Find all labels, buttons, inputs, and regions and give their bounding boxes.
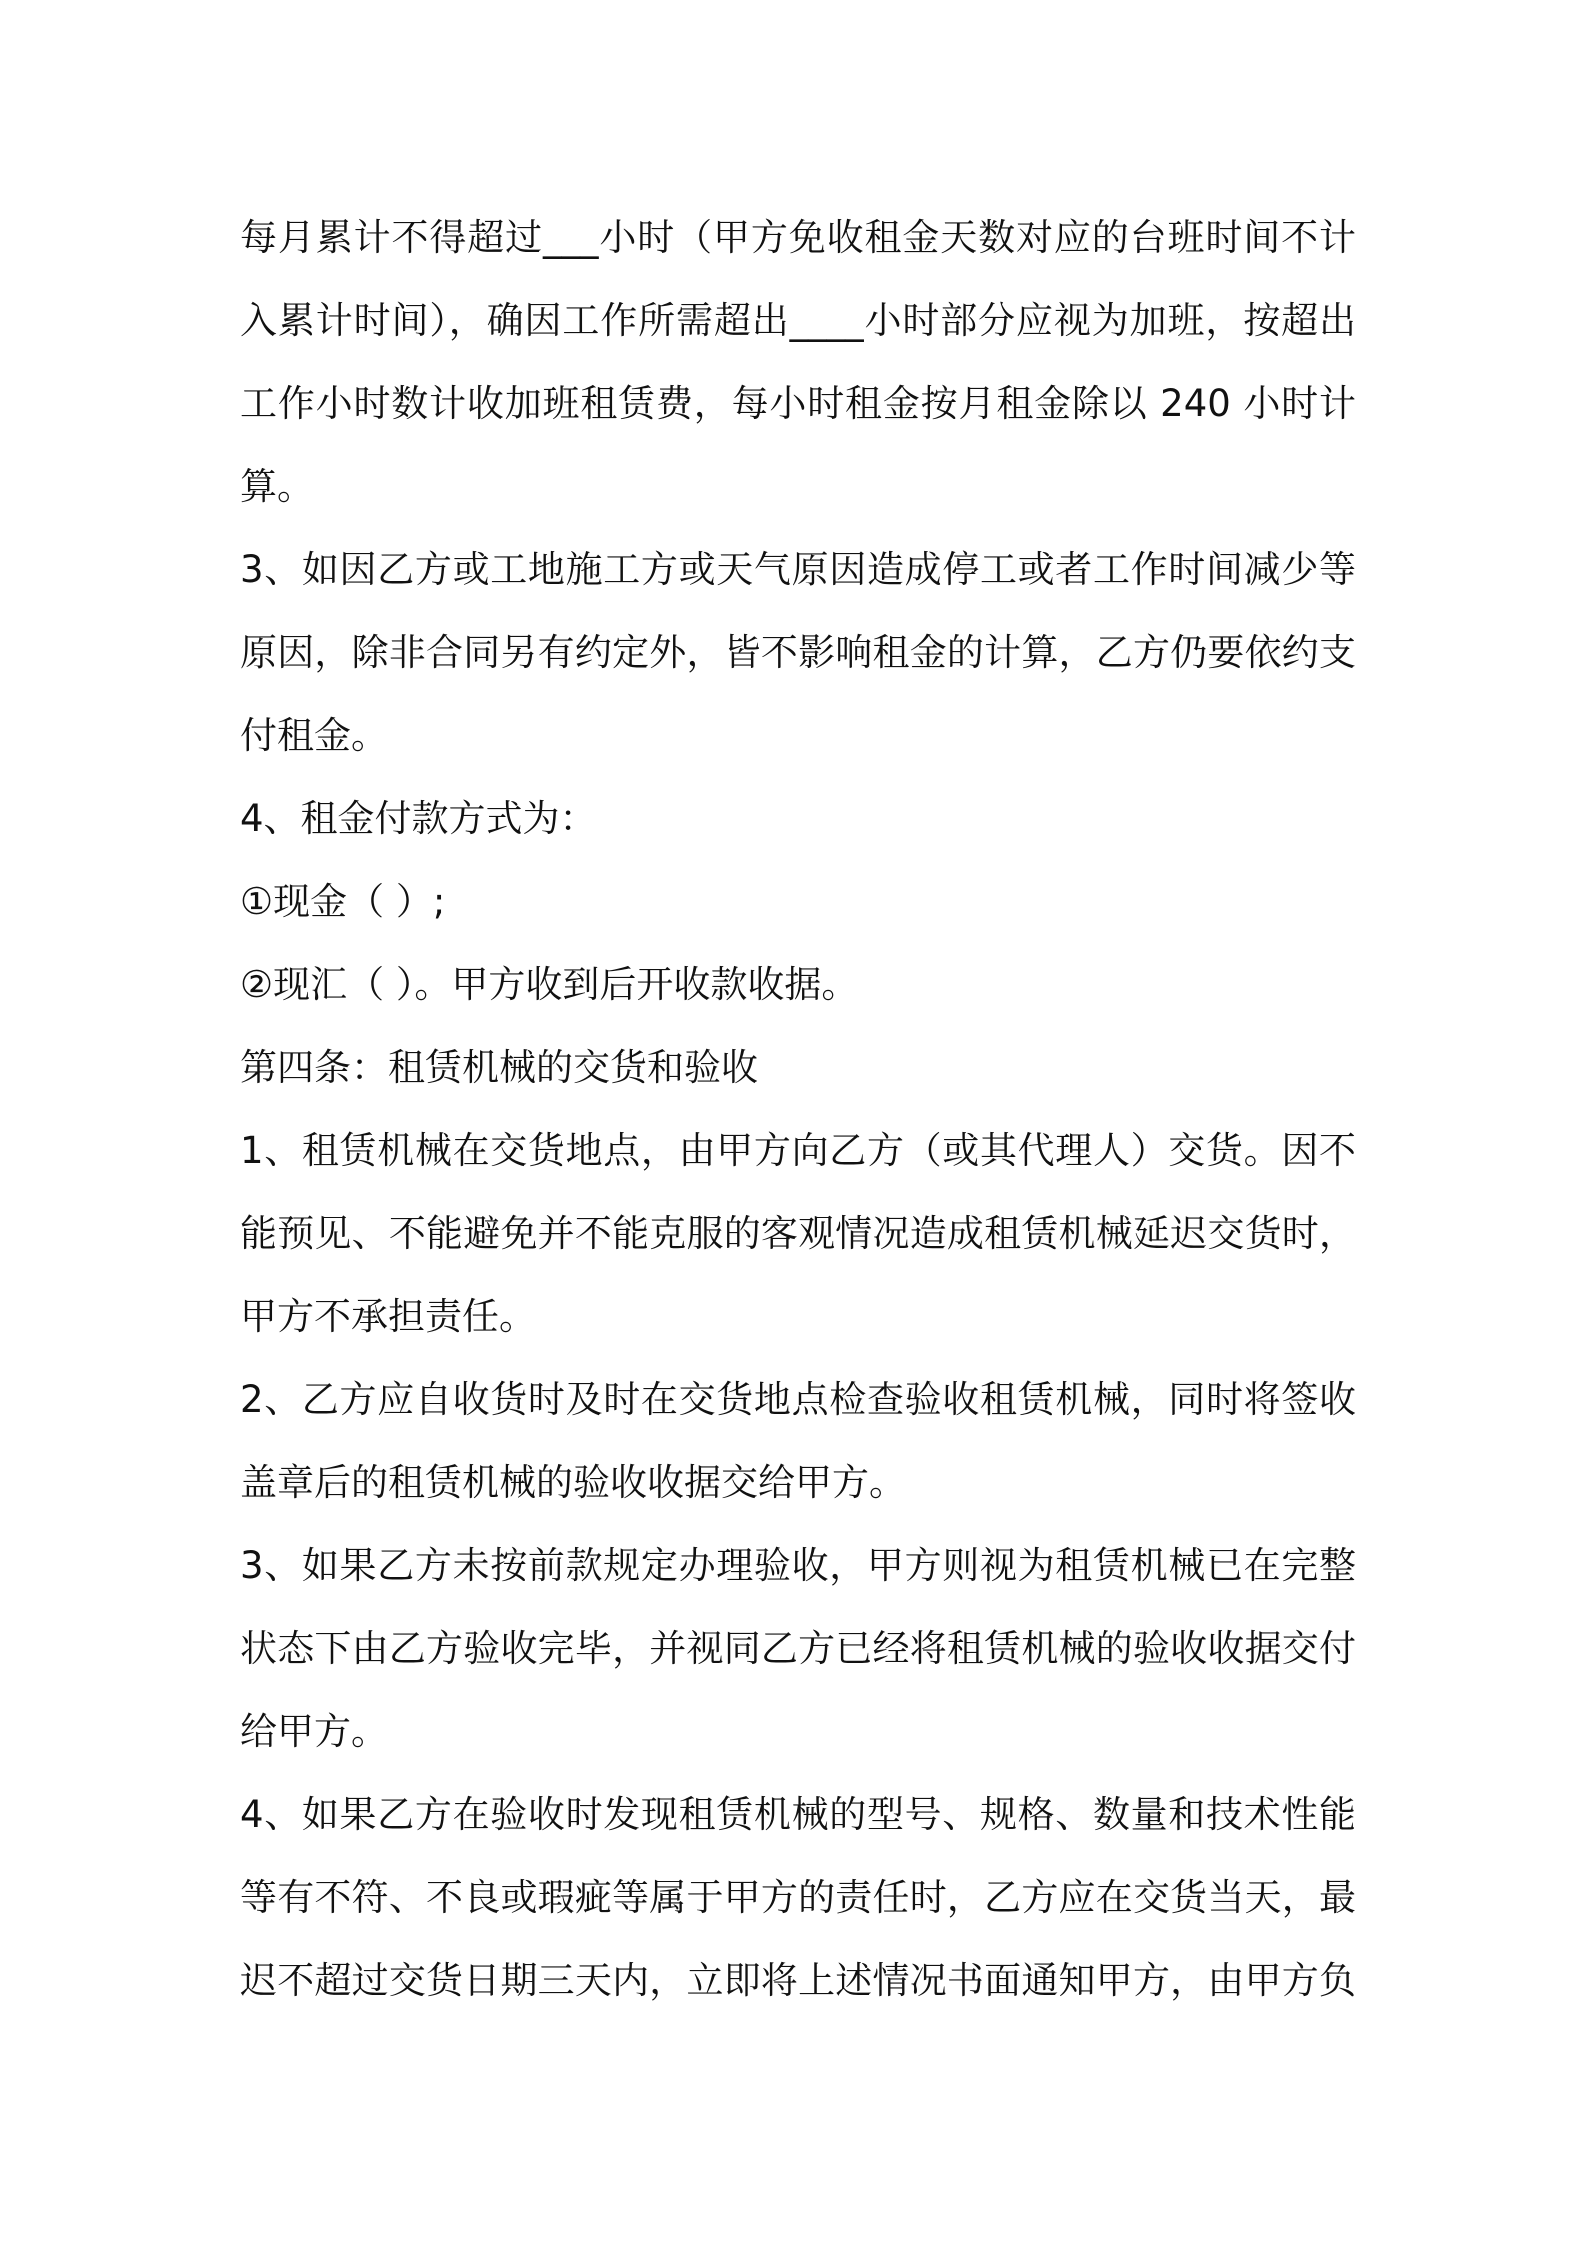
text-line: 迟不超过交货日期三天内，立即将上述情况书面通知甲方，由甲方负 — [240, 1959, 1356, 2002]
text-line: 3、如因乙方或工地施工方或天气原因造成停工或者工作时间减少等 — [240, 548, 1356, 591]
text-line: 等有不符、不良或瑕疵等属于甲方的责任时，乙方应在交货当天，最 — [240, 1876, 1356, 1919]
section-heading: 第四条：租赁机械的交货和验收 — [240, 1046, 758, 1089]
text-line: ②现汇（ ）。甲方收到后开收款收据。 — [240, 963, 859, 1006]
text-line: ①现金（ ）; — [240, 880, 446, 923]
text-line: 工作小时数计收加班租赁费，每小时租金按月租金除以 240 小时计 — [240, 382, 1356, 425]
text-line: 盖章后的租赁机械的验收收据交给甲方。 — [240, 1461, 906, 1504]
text-line: 原因，除非合同另有约定外，皆不影响租金的计算，乙方仍要依约支 — [240, 631, 1356, 674]
text-line: 每月累计不得超过___小时（甲方免收租金天数对应的台班时间不计 — [240, 216, 1356, 259]
text-line: 付租金。 — [240, 714, 388, 757]
text-line: 算。 — [240, 465, 314, 508]
document-body — [240, 196, 1356, 2022]
text-line: 3、如果乙方未按前款规定办理验收，甲方则视为租赁机械已在完整 — [240, 1544, 1356, 1587]
text-line: 4、如果乙方在验收时发现租赁机械的型号、规格、数量和技术性能 — [240, 1793, 1356, 1836]
text-line: 能预见、不能避免并不能克服的客观情况造成租赁机械延迟交货时， — [240, 1212, 1356, 1255]
text-line: 4、租金付款方式为： — [240, 797, 597, 840]
text-line: 2、乙方应自收货时及时在交货地点检查验收租赁机械，同时将签收 — [240, 1378, 1356, 1421]
text-line: 1、租赁机械在交货地点，由甲方向乙方（或其代理人）交货。因不 — [240, 1129, 1356, 1172]
text-line: 入累计时间），确因工作所需超出____小时部分应视为加班，按超出 — [240, 299, 1356, 342]
text-line: 状态下由乙方验收完毕，并视同乙方已经将租赁机械的验收收据交付 — [240, 1627, 1356, 1670]
text-line: 甲方不承担责任。 — [240, 1295, 536, 1338]
text-line: 给甲方。 — [240, 1710, 388, 1753]
